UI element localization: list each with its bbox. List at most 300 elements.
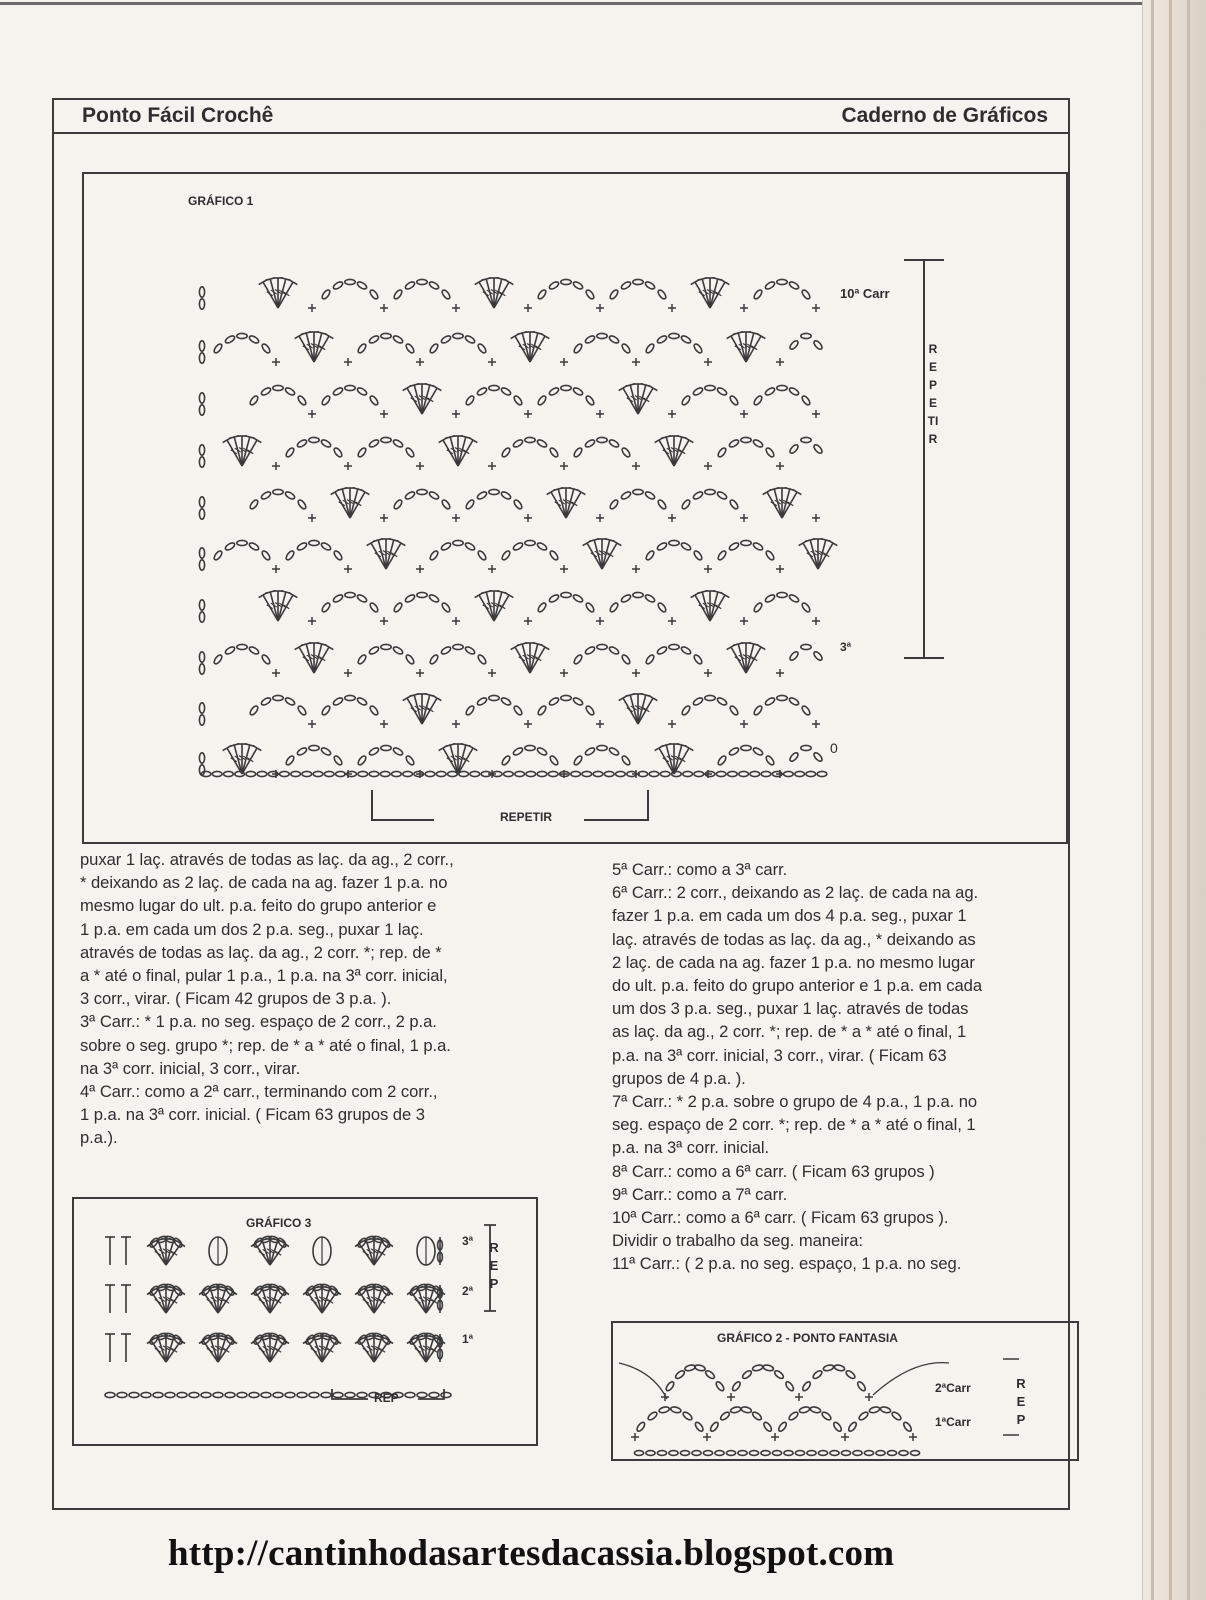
chain-stitch-symbol	[320, 746, 332, 756]
chain-stitch-symbol	[692, 696, 704, 706]
chain-stitch-symbol	[504, 771, 514, 776]
chart-2-row-1-label: 1ªCarr	[935, 1415, 971, 1429]
chain-stitch-symbol	[261, 1392, 271, 1397]
chain-stitch-symbol	[526, 771, 536, 776]
double-crochet-symbol	[422, 698, 437, 724]
double-crochet-symbol	[314, 1288, 322, 1313]
chain-stitch-symbol	[765, 550, 775, 561]
chain-stitch-symbol	[716, 696, 728, 706]
double-crochet-slash	[171, 1348, 177, 1352]
chain-stitch-symbol	[237, 333, 247, 338]
chain-stitch-symbol	[597, 333, 607, 338]
double-crochet-bar	[793, 490, 802, 495]
double-crochet-bar	[469, 438, 478, 443]
single-crochet-symbol	[704, 565, 712, 573]
chart-3-row-2-label: 2ª	[462, 1284, 474, 1298]
chain-stitch-symbol	[549, 550, 559, 561]
single-crochet-symbol	[776, 565, 784, 573]
double-crochet-slash	[259, 1251, 265, 1255]
chain-stitch-symbol	[369, 395, 379, 406]
double-crochet-symbol	[623, 388, 638, 414]
chain-stitch-symbol	[476, 696, 488, 706]
chain-stitch-symbol	[273, 1392, 283, 1397]
chain-stitch-symbol	[694, 1364, 705, 1372]
chain-stitch-symbol	[801, 1381, 811, 1392]
chain-stitch-symbol	[830, 1451, 839, 1456]
chain-stitch-symbol	[345, 1392, 355, 1397]
single-crochet-symbol	[632, 669, 640, 677]
chain-stitch-symbol	[381, 437, 391, 442]
chain-stitch-symbol	[369, 602, 379, 613]
instruction-line: p.a. na 3ª corr. inicial, 3 corr., virar. ( Ficam 63	[612, 1045, 947, 1065]
instruction-line: * deixando as 2 laç. de cada na ag. fazer 1 p.a. no	[80, 873, 448, 893]
chain-stitch-symbol	[549, 447, 559, 458]
chain-stitch-symbol	[717, 755, 727, 766]
chain-stitch-symbol	[453, 333, 463, 338]
chain-stitch-symbol	[405, 1392, 415, 1397]
chain-stitch-symbol	[646, 1451, 655, 1456]
chain-stitch-symbol	[561, 385, 571, 390]
chain-stitch-symbol	[818, 1451, 827, 1456]
chain-stitch-symbol	[345, 695, 355, 700]
chain-stitch-symbol	[665, 1381, 675, 1392]
double-crochet-slash	[207, 1299, 213, 1303]
single-crochet-symbol	[740, 720, 748, 728]
chain-stitch-symbol	[392, 334, 404, 344]
chain-stitch-symbol	[841, 1451, 850, 1456]
chain-stitch-symbol	[584, 746, 596, 756]
chain-stitch-symbol	[674, 1369, 685, 1380]
chain-stitch-symbol	[656, 541, 668, 551]
double-crochet-symbol	[731, 336, 746, 362]
chain-stitch-symbol	[333, 550, 343, 561]
chain-stitch-symbol	[608, 334, 620, 344]
chain-stitch-symbol	[608, 645, 620, 655]
single-crochet-symbol	[740, 304, 748, 312]
chain-stitch-symbol	[694, 771, 704, 776]
chain-stitch-symbol	[741, 1406, 752, 1414]
chain-stitch-symbol	[515, 771, 525, 776]
single-crochet-symbol	[560, 358, 568, 366]
chain-stitch-symbol	[801, 745, 811, 750]
single-crochet-symbol	[560, 462, 568, 470]
chain-stitch-symbol	[729, 705, 739, 716]
chain-stitch-symbol	[692, 490, 704, 500]
chain-stitch-symbol	[801, 289, 811, 300]
chain-stitch-symbol	[763, 1364, 774, 1372]
chain-stitch-symbol	[333, 755, 343, 766]
chain-stitch-symbol	[324, 771, 334, 776]
chain-stitch-symbol	[525, 745, 535, 750]
chain-stitch-symbol	[477, 343, 487, 354]
chain-stitch-symbol	[428, 593, 440, 603]
chain-stitch-symbol	[753, 602, 763, 613]
single-crochet-symbol	[661, 1393, 669, 1401]
chain-stitch-symbol	[777, 279, 787, 284]
double-crochet-symbol	[210, 1288, 218, 1313]
chain-stitch-symbol	[789, 443, 800, 454]
chain-stitch-symbol	[448, 771, 458, 776]
chain-stitch-symbol	[716, 386, 728, 396]
chart-1-repetir-bottom: REPETIR	[500, 810, 553, 824]
chain-stitch-symbol	[248, 334, 260, 344]
chain-stitch-symbol	[501, 755, 511, 766]
chain-stitch-symbol	[369, 289, 379, 300]
double-crochet-bar	[721, 593, 730, 598]
chain-stitch-symbol	[436, 771, 446, 776]
double-crochet-symbol	[366, 1337, 374, 1362]
double-crochet-slash	[171, 1251, 177, 1255]
instruction-line: 7ª Carr.: * 2 p.a. sobre o grupo de 4 p.a., 1 p.a. no	[612, 1092, 978, 1112]
chain-stitch-symbol	[464, 541, 476, 551]
single-crochet-symbol	[416, 565, 424, 573]
chain-stitch-symbol	[249, 705, 259, 716]
single-crochet-symbol	[308, 410, 316, 418]
chain-stitch-symbol	[705, 489, 715, 494]
chart-2-diagram	[613, 1323, 1077, 1459]
single-crochet-symbol	[596, 304, 604, 312]
single-crochet-symbol	[380, 304, 388, 312]
chain-stitch-symbol	[789, 650, 800, 661]
single-crochet-symbol	[668, 410, 676, 418]
double-crochet-slash	[327, 1348, 333, 1352]
chain-stitch-symbol	[764, 386, 776, 396]
chain-stitch-symbol	[644, 593, 656, 603]
single-crochet-symbol	[704, 358, 712, 366]
instruction-line: 4ª Carr.: como a 2ª carr., terminando com 2 corr.,	[80, 1082, 438, 1102]
chain-stitch-symbol	[657, 289, 667, 300]
instructions-left-column	[80, 848, 528, 1150]
chain-stitch-symbol	[801, 705, 811, 716]
double-crochet-symbol	[746, 647, 761, 673]
page-edge-binding	[1142, 0, 1206, 1600]
chain-stitch-symbol	[608, 438, 620, 448]
double-crochet-symbol	[659, 748, 674, 774]
chain-stitch-symbol	[199, 353, 204, 363]
chain-stitch-symbol	[464, 334, 476, 344]
double-crochet-symbol	[263, 595, 278, 621]
chain-stitch-symbol	[680, 645, 692, 655]
chain-stitch-symbol	[741, 437, 751, 442]
chain-stitch-symbol	[692, 1451, 701, 1456]
chain-stitch-symbol	[284, 490, 296, 500]
chain-stitch-symbol	[645, 343, 655, 354]
single-crochet-symbol	[308, 720, 316, 728]
chain-stitch-symbol	[669, 540, 679, 545]
chain-stitch-symbol	[260, 696, 272, 706]
chain-stitch-symbol	[429, 343, 439, 354]
double-crochet-bar	[649, 696, 658, 701]
chain-stitch-symbol	[257, 771, 267, 776]
chain-stitch-symbol	[761, 1451, 770, 1456]
chain-stitch-symbol	[213, 343, 223, 354]
chain-stitch-symbol	[647, 1411, 658, 1422]
double-crochet-slash	[311, 1299, 317, 1303]
chain-stitch-symbol	[489, 489, 499, 494]
single-crochet-symbol	[812, 720, 820, 728]
chain-stitch-symbol	[645, 654, 655, 665]
instruction-line: Dividir o trabalho da seg. maneira:	[612, 1231, 863, 1251]
chain-stitch-symbol	[440, 645, 452, 655]
chain-stitch-symbol	[441, 1392, 451, 1397]
instruction-line: 5ª Carr.: como a 3ª carr.	[612, 860, 788, 879]
chain-stitch-symbol	[440, 541, 452, 551]
double-crochet-symbol	[479, 282, 494, 308]
chain-stitch-symbol	[392, 746, 404, 756]
magazine-title: Ponto Fácil Crochê	[82, 104, 274, 127]
double-crochet-symbol	[623, 698, 638, 724]
chain-stitch-symbol	[249, 499, 259, 510]
chain-stitch-symbol	[470, 771, 480, 776]
chain-stitch-symbol	[199, 341, 204, 351]
double-crochet-symbol	[710, 282, 725, 308]
chain-stitch-symbol	[704, 1369, 715, 1380]
single-crochet-symbol	[488, 565, 496, 573]
single-crochet-symbol	[416, 669, 424, 677]
double-crochet-symbol	[494, 595, 509, 621]
chain-stitch-symbol	[225, 1285, 236, 1296]
chain-stitch-symbol	[739, 771, 749, 776]
double-crochet-symbol	[494, 282, 509, 308]
single-crochet-symbol	[560, 669, 568, 677]
chain-stitch-symbol	[285, 550, 295, 561]
chain-stitch-symbol	[636, 1421, 646, 1432]
chain-stitch-symbol	[887, 1451, 896, 1456]
single-crochet-symbol	[272, 462, 280, 470]
chain-stitch-symbol	[199, 600, 204, 610]
chain-stitch-symbol	[224, 334, 236, 344]
chain-stitch-symbol	[730, 1406, 741, 1414]
chart-1-repetir-vertical: REPETIR	[927, 342, 939, 446]
chain-stitch-symbol	[213, 1392, 223, 1397]
single-crochet-symbol	[344, 669, 352, 677]
double-crochet-symbol	[262, 1337, 270, 1362]
double-crochet-symbol	[695, 595, 710, 621]
chain-stitch-symbol	[597, 437, 607, 442]
single-crochet-symbol	[596, 617, 604, 625]
single-crochet-symbol	[452, 720, 460, 728]
chain-stitch-symbol	[693, 343, 703, 354]
single-crochet-symbol	[668, 514, 676, 522]
chain-stitch-symbol	[753, 705, 763, 716]
chain-stitch-symbol	[405, 654, 415, 665]
single-crochet-symbol	[596, 410, 604, 418]
chain-stitch-symbol	[680, 334, 692, 344]
chain-stitch-symbol	[813, 650, 824, 661]
page-top-rule	[0, 2, 1150, 5]
chain-stitch-symbol	[261, 343, 271, 354]
chain-stitch-symbol	[501, 550, 511, 561]
single-crochet-symbol	[632, 462, 640, 470]
chain-stitch-symbol	[309, 1392, 319, 1397]
chain-stitch-symbol	[801, 395, 811, 406]
single-crochet-symbol	[344, 565, 352, 573]
single-crochet-symbol	[524, 514, 532, 522]
double-crochet-symbol	[158, 1240, 166, 1265]
chain-stitch-symbol	[910, 1451, 919, 1456]
double-crochet-slash	[363, 1251, 369, 1255]
single-crochet-symbol	[560, 565, 568, 573]
chain-stitch-symbol	[717, 550, 727, 561]
double-crochet-symbol	[746, 336, 761, 362]
double-crochet-bar	[289, 280, 298, 285]
double-crochet-bar	[253, 746, 262, 751]
chain-stitch-symbol	[280, 771, 290, 776]
double-crochet-symbol	[262, 1240, 270, 1265]
chain-stitch-symbol	[812, 1369, 823, 1380]
chain-stitch-symbol	[297, 705, 307, 716]
chain-stitch-symbol	[869, 1406, 880, 1414]
chain-stitch-symbol	[789, 339, 800, 350]
chain-stitch-symbol	[753, 289, 763, 300]
chain-stitch-symbol	[752, 541, 764, 551]
instruction-line: 11ª Carr.: ( 2 p.a. no seg. espaço, 1 p.a. no seg.	[612, 1254, 962, 1274]
chain-stitch-symbol	[465, 499, 475, 510]
instruction-line: sobre o seg. grupo *; rep. de * a * até o final, 1 p.a.	[80, 1035, 451, 1055]
chain-stitch-symbol	[285, 755, 295, 766]
chain-stitch-symbol	[752, 1364, 763, 1372]
chain-stitch-symbol	[777, 592, 787, 597]
chain-stitch-symbol	[404, 280, 416, 290]
chain-stitch-symbol	[489, 695, 499, 700]
chain-stitch-symbol	[719, 1411, 730, 1422]
chain-stitch-symbol	[572, 280, 584, 290]
single-crochet-symbol	[452, 410, 460, 418]
chain-stitch-symbol	[573, 755, 583, 766]
chain-stitch-symbol	[656, 334, 668, 344]
chain-stitch-symbol	[728, 746, 740, 756]
chain-stitch-symbol	[880, 1406, 891, 1414]
instruction-line: 2 laç. de cada na ag. fazer 1 p.a. no mesmo lugar	[612, 952, 975, 972]
double-crochet-bar	[577, 490, 586, 495]
chain-stitch-symbol	[621, 755, 631, 766]
double-crochet-symbol	[443, 748, 458, 774]
chain-stitch-symbol	[291, 771, 301, 776]
single-crochet-symbol	[344, 462, 352, 470]
chain-stitch-symbol	[417, 1392, 427, 1397]
chain-stitch-symbol	[765, 447, 775, 458]
double-crochet-bar	[325, 645, 334, 650]
chain-stitch-symbol	[309, 540, 319, 545]
chain-stitch-symbol	[459, 771, 469, 776]
chain-stitch-symbol	[751, 1411, 762, 1422]
chain-stitch-symbol	[356, 280, 368, 290]
chain-stitch-symbol	[660, 771, 670, 776]
instruction-line: 3ª Carr.: * 1 p.a. no seg. espaço de 2 corr., 2 p.a.	[80, 1012, 437, 1032]
single-crochet-symbol	[668, 304, 676, 312]
chain-stitch-symbol	[593, 771, 603, 776]
chain-stitch-symbol	[620, 280, 632, 290]
chain-stitch-symbol	[682, 1411, 693, 1422]
chain-stitch-symbol	[321, 289, 331, 300]
chain-stitch-symbol	[621, 343, 631, 354]
chain-stitch-symbol	[477, 654, 487, 665]
double-crochet-slash	[155, 1299, 161, 1303]
chain-stitch-symbol	[813, 339, 824, 350]
chain-stitch-symbol	[500, 490, 512, 500]
single-crochet-symbol	[740, 410, 748, 418]
chain-stitch-symbol	[369, 705, 379, 716]
chain-stitch-symbol	[817, 771, 827, 776]
double-crochet-symbol	[299, 647, 314, 673]
single-crochet-symbol	[452, 617, 460, 625]
chain-stitch-symbol	[807, 1451, 816, 1456]
single-crochet-symbol	[524, 304, 532, 312]
single-crochet-symbol	[596, 720, 604, 728]
instruction-line: 3 corr., virar. ( Ficam 42 grupos de 3 p.a. ).	[80, 989, 392, 1009]
instruction-line: 6ª Carr.: 2 corr., deixando as 2 laç. de cada na ag.	[612, 883, 979, 903]
chain-stitch-symbol	[429, 654, 439, 665]
chart-3-box	[72, 1197, 538, 1446]
chain-stitch-symbol	[441, 602, 451, 613]
chain-stitch-symbol	[537, 771, 547, 776]
single-crochet-symbol	[631, 1433, 639, 1441]
chain-stitch-symbol	[548, 386, 560, 396]
chain-stitch-symbol	[105, 1392, 115, 1397]
double-crochet-slash	[275, 1251, 281, 1255]
chain-stitch-symbol	[633, 592, 643, 597]
chain-stitch-symbol	[571, 771, 581, 776]
chain-stitch-symbol	[670, 1406, 681, 1414]
double-crochet-symbol	[262, 1288, 270, 1313]
chain-stitch-symbol	[392, 771, 402, 776]
chain-stitch-symbol	[417, 592, 427, 597]
chain-stitch-symbol	[621, 654, 631, 665]
double-crochet-symbol	[638, 698, 653, 724]
chain-stitch-symbol	[537, 602, 547, 613]
single-crochet-symbol	[632, 565, 640, 573]
chain-stitch-symbol	[536, 438, 548, 448]
chain-stitch-symbol	[777, 1421, 787, 1432]
chain-stitch-symbol	[669, 333, 679, 338]
double-crochet-bar	[253, 438, 262, 443]
chain-stitch-symbol	[681, 499, 691, 510]
single-crochet-symbol	[416, 358, 424, 366]
chain-stitch-symbol	[333, 1392, 343, 1397]
chain-stitch-symbol	[773, 1369, 784, 1380]
chain-stitch-symbol	[273, 695, 283, 700]
chain-stitch-symbol	[277, 1334, 288, 1345]
chart-1-title: GRÁFICO 1	[188, 194, 254, 208]
double-crochet-slash	[415, 1299, 421, 1303]
chain-stitch-symbol	[832, 1421, 842, 1432]
single-crochet-symbol	[776, 669, 784, 677]
chain-stitch-symbol	[465, 705, 475, 716]
chain-stitch-symbol	[357, 447, 367, 458]
chain-stitch-symbol	[273, 385, 283, 390]
chain-stitch-symbol	[513, 705, 523, 716]
instruction-line: fazer 1 p.a. em cada um dos 4 p.a. seg., puxar 1	[612, 906, 967, 926]
chain-stitch-symbol	[249, 395, 259, 406]
single-crochet-symbol	[380, 720, 388, 728]
chain-stitch-symbol	[609, 602, 619, 613]
chain-stitch-symbol	[345, 592, 355, 597]
instruction-line: a * até o final, pular 1 p.a., 1 p.a. na 3ª corr. inicial,	[80, 966, 448, 986]
chain-stitch-symbol	[669, 1451, 678, 1456]
chain-stitch-symbol	[813, 443, 824, 454]
double-crochet-symbol	[335, 492, 350, 518]
chain-stitch-symbol	[297, 499, 307, 510]
double-crochet-symbol	[443, 440, 458, 466]
chain-stitch-symbol	[199, 457, 204, 467]
double-crochet-slash	[379, 1348, 385, 1352]
chain-stitch-symbol	[777, 695, 787, 700]
chain-stitch-symbol	[572, 696, 584, 706]
instruction-line: grupos de 4 p.a. ).	[612, 1068, 746, 1088]
chain-stitch-symbol	[261, 550, 271, 561]
double-crochet-symbol	[674, 440, 689, 466]
chain-stitch-symbol	[285, 1392, 295, 1397]
